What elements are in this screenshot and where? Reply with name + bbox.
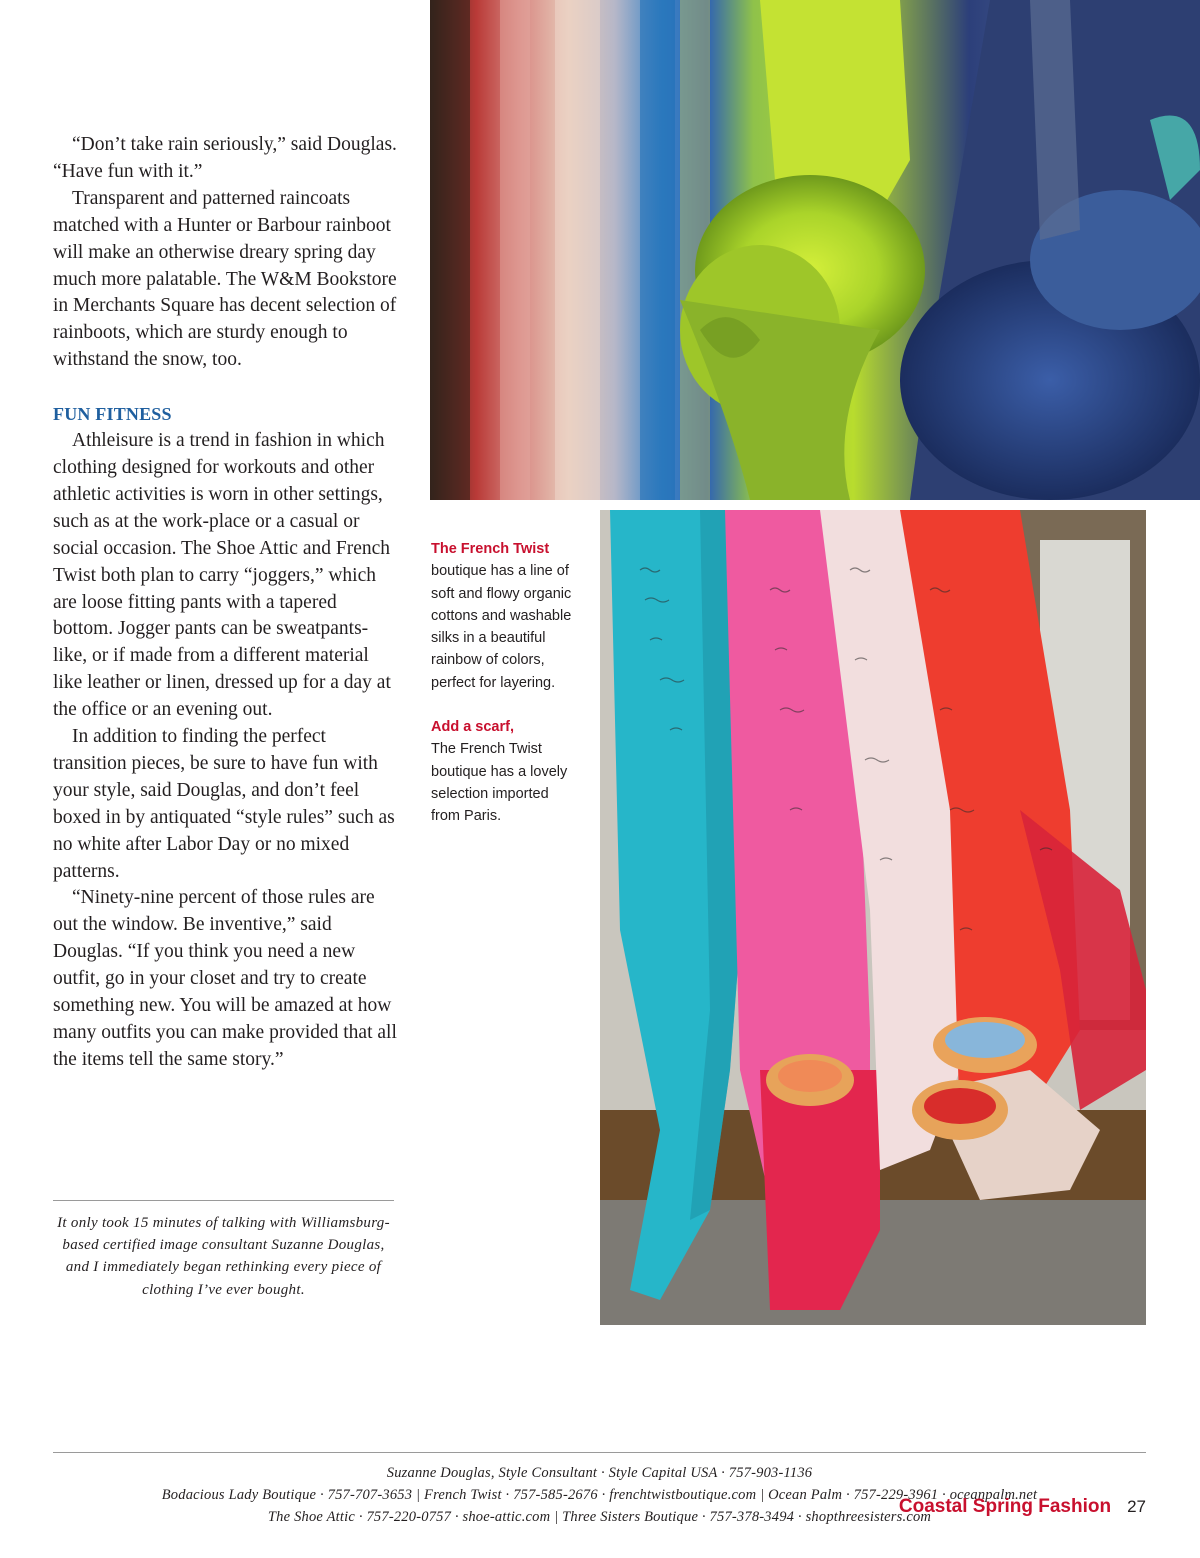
caption-text: boutique has a line of soft and flowy organic cottons and washable silks in a beautiful rainbow of colors, perfect for layering. (431, 563, 572, 691)
pullquote-rule (53, 1200, 394, 1201)
page-number: 27 (1127, 1497, 1146, 1516)
footer-line: Suzanne Douglas, Style Consultant · Style Capital USA · 757-903-1136 (386, 1465, 813, 1481)
footer-line: The Shoe Attic · 757-220-0757 · shoe-attic.com | Three Sisters Boutique · 757-378-3494 · shopthreesisters.com (267, 1509, 932, 1526)
article-paragraph: “Don’t take rain seriously,” said Douglas. “Have fun with it.” (53, 134, 397, 182)
article-paragraph: Athleisure is a trend in fashion in which clothing designed for workouts and other athletic activities is worn in other settings, such as at the work-place or a casual or social occasion. The Shoe Attic and French Twist both plan to carry “joggers,” which are loose fitting pants with a tapered bottom. Jogger pants can be sweatpants-like, or if made from a different material like leather or linen, dressed up for a day at the office or an evening out. (53, 430, 391, 721)
footer-rule (53, 1452, 1146, 1453)
article-paragraph: In addition to finding the perfect transition pieces, be sure to have fun with your style, said Douglas, and don’t feel boxed in by antiquated “style rules” such as no white after Labor Day or no mixed patterns. (53, 726, 395, 882)
caption-text: The French Twist boutique has a lovely selection imported from Paris. (431, 741, 568, 825)
caption (431, 716, 581, 827)
script-scarves-photo (600, 510, 1146, 1325)
article-paragraph: Transparent and patterned raincoats matched with a Hunter or Barbour rainboot will make an otherwise dreary spring day much more palatable. The W&M Bookstore in Merchants Square has decent selection of rainboots, which are sturdy enough to withstand the snow, too. (53, 187, 397, 371)
pullquote: It only took 15 minutes of talking with Williamsburg-based certified image consultant Suzanne Douglas, and I immediately began rethinking every piece of clothing I’ve ever bought. (57, 1215, 390, 1298)
photo-captions (431, 538, 581, 850)
article-body (53, 132, 398, 1074)
footer-line: Bodacious Lady Boutique · 757-707-3653 | French Twist · 757-585-2676 · frenchtwistboutique.com | Ocean Palm · 757-229-3961 · oceanpalm.net (161, 1487, 1038, 1504)
section-heading: FUN FITNESS (53, 404, 172, 425)
caption-lead: Add a scarf, (431, 719, 514, 736)
caption-lead: The French Twist (431, 541, 550, 557)
section-name: Coastal Spring Fashion (898, 1496, 1112, 1517)
article-paragraph: “Ninety-nine percent of those rules are out the window. Be inventive,” said Douglas. “If you think you need a new outfit, go in your closet and try to create something new. You will be amazed at how many outfits you can make provided that all the items tell the same story.” (53, 887, 397, 1070)
caption (431, 538, 581, 694)
scarves-rack-photo (430, 0, 1200, 500)
page-folio (899, 1496, 1146, 1518)
